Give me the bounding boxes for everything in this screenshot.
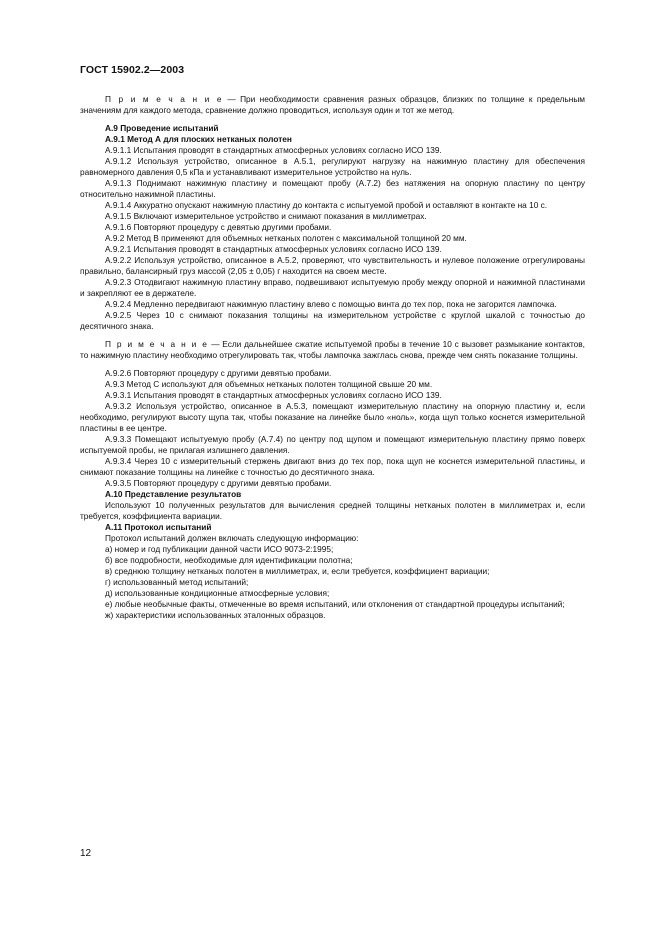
- clause-paragraph: A.9.3.3 Помещают испытуемую пробу (А.7.4) по центру под щупом и помещают измерительную пластину прямо поверх испытуемой пробы, не прилагая излишнего давления.: [80, 434, 585, 455]
- document-header: ГОСТ 15902.2—2003: [80, 64, 185, 76]
- clause-paragraph: A.9.2.6 Повторяют процедуру с другими девятью пробами.: [105, 368, 332, 378]
- clause-paragraph: A.9.2 Метод В применяют для объемных нетканых полотен с максимальной толщиной 20 мм.: [105, 233, 467, 243]
- list-item: а) номер и год публикации данной части ИСО 9073-2:1995;: [105, 544, 334, 554]
- note-lead: П р и м е ч а н и е: [105, 339, 209, 349]
- list-item: в) среднюю толщину нетканых полотен в миллиметрах, и, если требуется, коэффициент вариации;: [105, 566, 490, 576]
- list-item: г) использованный метод испытаний;: [105, 577, 249, 587]
- clause-paragraph: Протокол испытаний должен включать следующую информацию:: [105, 533, 359, 543]
- clause-paragraph: A.9.1.4 Аккуратно опускают нажимную пластину до контакта с испытуемой пробой и оставляют в контакте на 10 с.: [105, 200, 548, 210]
- clause-paragraph: A.9.3 Метод С используют для объемных нетканых полотен толщиной свыше 20 мм.: [105, 379, 433, 389]
- list-item: д) использованные кондиционные атмосферные условия;: [105, 588, 330, 598]
- document-body: [80, 94, 585, 621]
- clause-paragraph: A.9.1.6 Повторяют процедуру с девятью другими пробами.: [105, 222, 332, 232]
- clause-paragraph: A.9.1.3 Поднимают нажимную пластину и помещают пробу (А.7.2) без натяжения на опорную пластину по центру относительно нажимной пластины.: [80, 178, 585, 199]
- note-text: — При необходимости сравнения разных образцов, близких по толщине к предельным значениям для каждого метода, сравнение должно проводиться, используя один и тот же метод.: [80, 94, 585, 115]
- section-heading: A.10 Представление результатов: [105, 489, 242, 499]
- note-paragraph: [80, 94, 585, 116]
- section-heading: A.9 Проведение испытаний: [105, 123, 219, 133]
- clause-paragraph: A.9.3.1 Испытания проводят в стандартных атмосферных условиях согласно ИСО 139.: [105, 390, 442, 400]
- clause-paragraph: A.9.2.3 Отодвигают нажимную пластину вправо, подвешивают испытуемую пробу между опорной и нажимной пластинами и закрепляют ее в держателе.: [80, 277, 585, 298]
- clause-paragraph: A.9.2.4 Медленно передвигают нажимную пластину влево с помощью винта до тех пор, пока не загорится лампочка.: [105, 299, 557, 309]
- clause-paragraph: A.9.1.5 Включают измерительное устройство и снимают показания в миллиметрах.: [105, 211, 427, 221]
- clause-paragraph: A.9.3.4 Через 10 с измерительный стержень двигают вниз до тех пор, пока щуп не коснется измерительной пластины, и снимают показание толщины на линейке с точностью до десятичного знака.: [80, 456, 585, 477]
- list-item: б) все подробности, необходимые для идентификации полотна;: [105, 555, 353, 565]
- note-paragraph: [80, 339, 585, 361]
- clause-paragraph: A.9.2.2 Используя устройство, описанное в А.5.2, проверяют, что чувствительность и нулевое положение отрегулированы правильно, балансирный груз массой (2,05 ± 0,05) г находится на своем месте.: [80, 255, 585, 276]
- note-lead: П р и м е ч а н и е: [105, 94, 224, 104]
- clause-paragraph: A.9.1.1 Испытания проводят в стандартных атмосферных условиях согласно ИСО 139.: [105, 145, 442, 155]
- section-heading: A.11 Протокол испытаний: [105, 522, 212, 532]
- clause-paragraph: A.9.2.1 Испытания проводят в стандартных атмосферных условиях согласно ИСО 139.: [105, 244, 442, 254]
- clause-paragraph: Используют 10 полученных результатов для вычисления средней толщины нетканых полотен в миллиметрах и, если требуется, коэффициента вариации.: [80, 500, 585, 521]
- clause-paragraph: A.9.3.5 Повторяют процедуру с другими девятью пробами.: [105, 478, 332, 488]
- clause-paragraph: A.9.3.2 Используя устройство, описанное в А.5.3, помещают измерительную пластину на опорную пластину и, если необходимо, регулируют высоту щупа так, чтобы показание на линейке было «ноль», когда щуп только коснется измерительной пластины в ее центре.: [80, 401, 585, 433]
- subsection-heading: A.9.1 Метод А для плоских нетканых полотен: [105, 134, 292, 144]
- page-number: 12: [80, 848, 92, 859]
- list-item: е) любые необычные факты, отмеченные во время испытаний, или отклонения от стандартной процедуры испытаний;: [105, 599, 565, 609]
- clause-paragraph: A.9.1.2 Используя устройство, описанное в А.5.1, регулируют нагрузку на нажимную пластину для обеспечения равномерного давления 0,5 кПа и устанавливают измерительное устройство на нуль.: [80, 156, 585, 177]
- list-item: ж) характеристики использованных эталонных образцов.: [105, 610, 326, 620]
- clause-paragraph: A.9.2.5 Через 10 с снимают показания толщины на измерительном устройстве с круглой шкалой с точностью до десятичного знака.: [80, 310, 585, 331]
- note-text: — Если дальнейшее сжатие испытуемой пробы в течение 10 с вызовет размыкание контактов, то нажимную пластину необходимо отрегулировать так, чтобы лампочка зажглась снова, прежде чем снять показание толщины.: [80, 339, 585, 360]
